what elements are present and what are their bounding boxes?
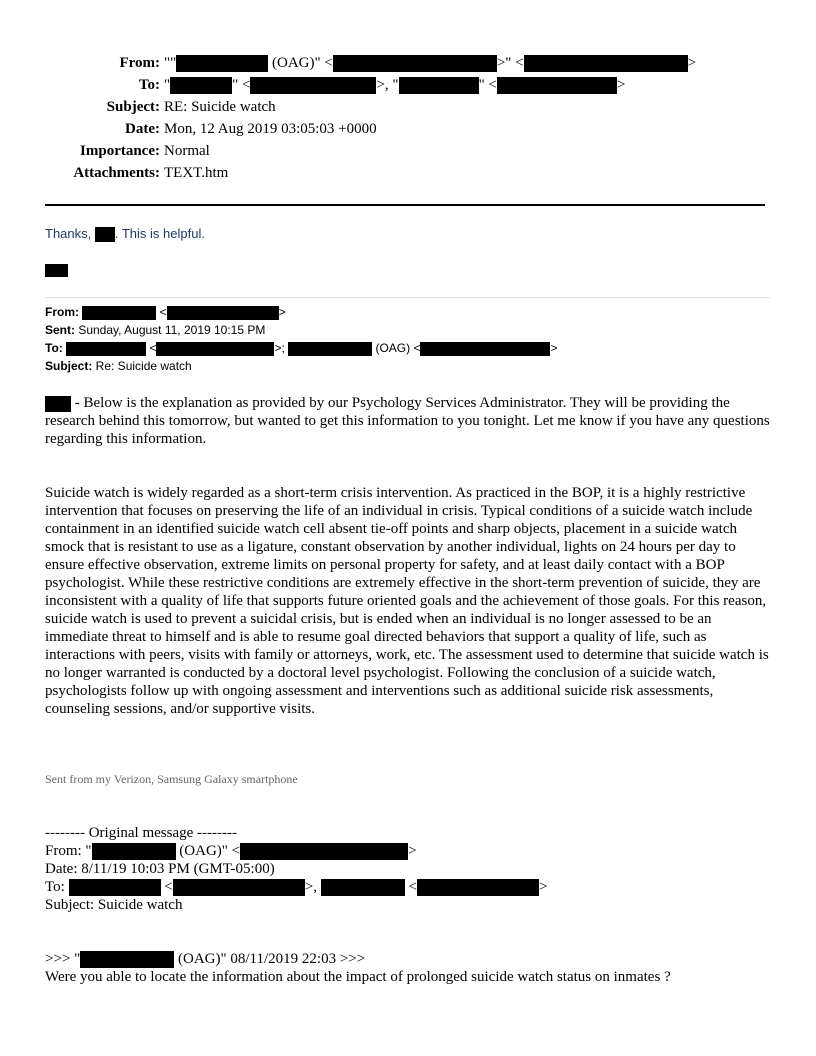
mobile-signature: Sent from my Verizon, Samsung Galaxy smartphone bbox=[45, 772, 298, 786]
forwarded-subject-row: Subject: Re: Suicide watch bbox=[45, 359, 192, 373]
redaction-block bbox=[288, 342, 372, 356]
redaction-block bbox=[66, 342, 146, 356]
quoted-message bbox=[45, 950, 671, 986]
forwarded-to-row: To: < >; (OAG) < > bbox=[45, 341, 558, 355]
reply-divider bbox=[45, 297, 770, 298]
redaction-block bbox=[95, 227, 115, 242]
redaction-block bbox=[399, 77, 479, 94]
header-to-row bbox=[0, 74, 816, 96]
redaction-block bbox=[497, 77, 617, 94]
forwarded-from-row: From: < > bbox=[45, 305, 286, 319]
quoted-question: Were you able to locate the information about the impact of prolonged suicide watch status on inmates ? bbox=[45, 969, 671, 985]
redaction-block bbox=[156, 342, 274, 356]
redaction-block bbox=[170, 77, 232, 94]
forwarded-header bbox=[45, 303, 558, 375]
redaction-block bbox=[82, 306, 156, 320]
header-from-row bbox=[0, 52, 816, 74]
forwarded-sent-row: Sent: Sunday, August 11, 2019 10:15 PM bbox=[45, 323, 266, 337]
subject-value: RE: Suicide watch bbox=[164, 99, 276, 115]
header-attachments-row bbox=[0, 162, 816, 184]
redaction-block bbox=[321, 879, 405, 896]
redaction-block bbox=[240, 843, 408, 860]
body-intro-paragraph: - Below is the explanation as provided by our Psychology Services Administrator. They will be providing the research behind this tomorrow, but wanted to get this information to you tonight. Let me know if you have any questions regarding this information. bbox=[45, 395, 770, 447]
redaction-block bbox=[524, 55, 688, 72]
redaction-block bbox=[80, 951, 174, 968]
original-date-row: Date: 8/11/19 10:03 PM (GMT-05:00) bbox=[45, 861, 275, 877]
original-message-header bbox=[45, 824, 547, 914]
from-value: "" (OAG)" < >" < > bbox=[164, 55, 697, 71]
redaction-block bbox=[333, 55, 497, 72]
attachment-link[interactable]: TEXT.htm bbox=[164, 165, 229, 181]
redaction-block bbox=[417, 879, 539, 896]
original-divider: -------- Original message -------- bbox=[45, 825, 237, 841]
original-subject-row: Subject: Suicide watch bbox=[45, 897, 183, 913]
from-label: From: bbox=[119, 55, 160, 71]
importance-value: Normal bbox=[164, 143, 210, 159]
to-label: To: bbox=[138, 77, 160, 93]
original-to-row: To: < >, < > bbox=[45, 879, 548, 895]
original-from-row: From: " (OAG)" < > bbox=[45, 843, 417, 859]
date-value: Mon, 12 Aug 2019 03:05:03 +0000 bbox=[164, 121, 377, 137]
redaction-block bbox=[167, 306, 279, 320]
redacted-signature bbox=[45, 264, 68, 277]
redaction-block bbox=[420, 342, 550, 356]
header-subject-row bbox=[0, 96, 816, 118]
redaction-block bbox=[92, 843, 176, 860]
date-label: Date: bbox=[125, 121, 160, 137]
quoted-header-row: >>> " (OAG)" 08/11/2019 22:03 >>> bbox=[45, 951, 366, 967]
redaction-block bbox=[173, 879, 305, 896]
attachments-label: Attachments: bbox=[73, 165, 160, 181]
email-header bbox=[0, 52, 816, 184]
redaction-block bbox=[69, 879, 161, 896]
header-importance-row bbox=[0, 140, 816, 162]
body-main-paragraph: Suicide watch is widely regarded as a short-term crisis intervention. As practiced in the BOP, it is a highly restrictive intervention that focuses on preserving the life of an individual in crisis. Typical conditions of a suicide watch include containment in an identified suicide watch cell absent tie-off points and sharp objects, placement in a suicide watch smock that is resistant to use as a ligature, constant observation by another individual, lights on 24 hours per day to ensure effective observation, extreme limits on personal property for safety, and at least daily contact with a BOP psychologist. While these restrictive conditions are extremely effective in the short-term prevention of suicide, they are inconsistent with a quality of life that supports future oriented goals and the achievement of those goals. For this reason, suicide watch is used to prevent a suicidal crisis, but is ended when an individual is no longer assessed to be an immediate threat to himself and is able to resume goal directed behaviors that support a quality of life, such as interactions with peers, visits with family or attorneys, work, etc. The assessment used to determine that suicide watch is no longer warranted is conducted by a doctoral level psychologist. Following the conclusion of a suicide watch, psychologists follow up with ongoing assessment and interventions such as additional suicide risk assessments, counseling sessions, and/or supportive visits. bbox=[45, 485, 769, 717]
redaction-block bbox=[250, 77, 376, 94]
importance-label: Importance: bbox=[80, 143, 160, 159]
redaction-block bbox=[176, 55, 268, 72]
subject-label: Subject: bbox=[106, 99, 160, 115]
header-divider bbox=[45, 204, 765, 206]
reply-text: Thanks, . This is helpful. bbox=[45, 226, 205, 241]
to-value: " " < >, " " < > bbox=[164, 77, 626, 93]
redaction-block bbox=[45, 396, 71, 412]
header-date-row bbox=[0, 118, 816, 140]
